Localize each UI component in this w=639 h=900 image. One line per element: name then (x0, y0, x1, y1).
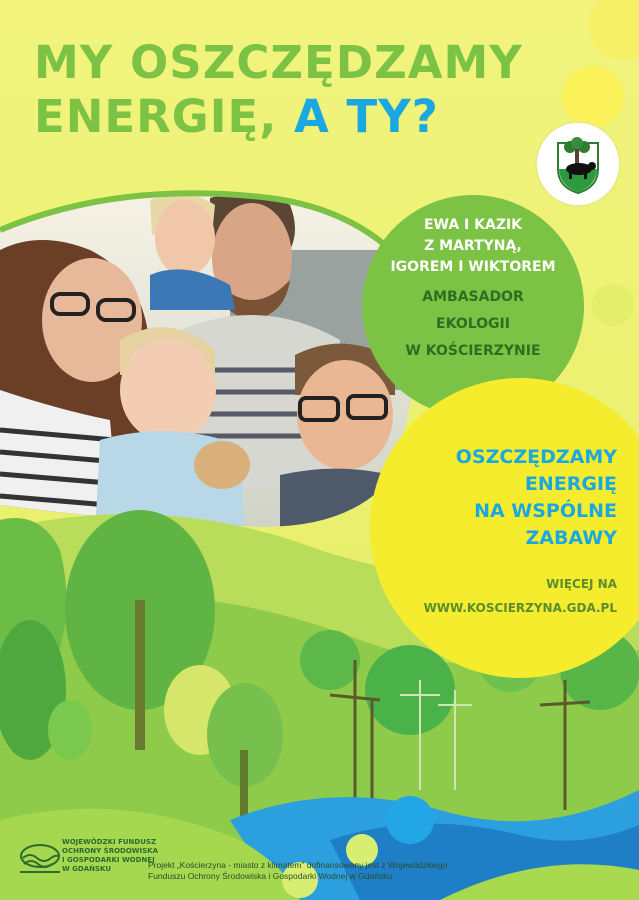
slogan-line2: ENERGIĘ (524, 473, 617, 495)
slogan-line1: OSZCZĘDZAMY (455, 446, 617, 468)
headline-line1: MY OSZCZĘDZAMY (34, 36, 523, 89)
fund-logo-icon (18, 842, 62, 876)
ambassador-names-line3: IGOREM I WIKTOREM (390, 259, 556, 275)
ambassador-title-line2: EKOLOGII (436, 316, 510, 332)
ambassador-names-line2: Z MARTYNĄ, (424, 238, 522, 254)
slogan (456, 444, 617, 552)
headline (34, 36, 523, 144)
website-link[interactable]: WWW.KOSCIERZYNA.GDA.PL (423, 601, 617, 615)
fund-name-line3: I GOSPODARKI WODNEJ (62, 856, 155, 864)
bg-bubble (592, 284, 634, 326)
ambassador-title-line1: AMBASADOR (422, 289, 524, 305)
more-info-label: WIĘCEJ NA (546, 577, 617, 591)
slogan-line3: NA WSPÓLNE (474, 500, 617, 522)
headline-accent: A TY? (293, 90, 439, 143)
ambassador-title-line3: W KOŚCIERZYNIE (405, 343, 541, 359)
fund-name-line2: OCHRONY ŚRODOWISKA (62, 847, 159, 855)
bg-bubble (562, 66, 624, 128)
ambassador-names-line1: EWA I KAZIK (423, 217, 523, 233)
fund-name-line4: W GDAŃSKU (62, 865, 112, 873)
fund-name (62, 838, 158, 874)
coat-of-arms-icon (537, 123, 619, 205)
family-photo (0, 190, 420, 535)
headline-line2: ENERGIĘ, (34, 90, 278, 143)
slogan-line4: ZABAWY (525, 527, 617, 549)
funding-note: Projekt „Kościerzyna - miasto z klimatem” dofinansowany jest z Wojewódzkiego Funduszu Ochrony Środowiska i Gospodarki Wodnej w Gdańsku. (148, 860, 448, 881)
bg-bubble (588, 0, 639, 60)
more-info (424, 572, 617, 620)
fund-name-line1: WOJEWÓDZKI FUNDUSZ (62, 838, 157, 846)
